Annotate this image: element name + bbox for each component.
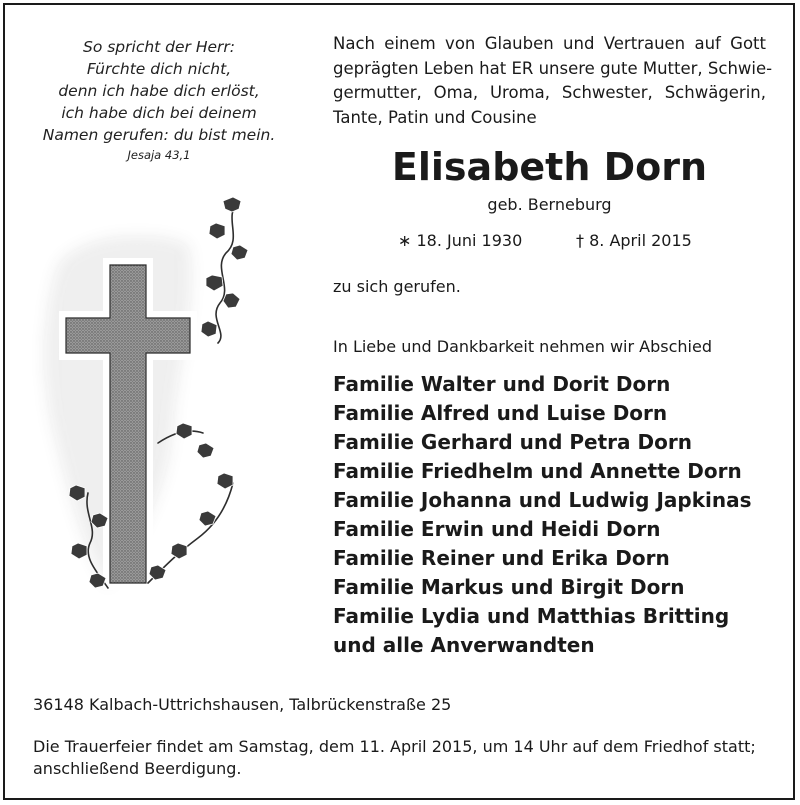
intro-line: Tante, Patin und Cousine (333, 107, 537, 127)
verse-line: denn ich habe dich erlöst, (58, 82, 260, 100)
called-home-text: zu sich gerufen. (333, 277, 461, 296)
mourner-family: Familie Johanna und Ludwig Japkinas (333, 488, 752, 512)
verse-line: ich habe dich bei deinem (61, 104, 257, 122)
life-dates (398, 231, 698, 255)
verse-reference: Jesaja 43,1 (127, 148, 191, 162)
mourner-family: Familie Reiner und Erika Dorn (333, 546, 670, 570)
verse-line: Fürchte dich nicht, (86, 60, 232, 78)
intro-line: germutter, Oma, Uroma, Schwester, Schwägerin, (333, 83, 766, 102)
intro-text (333, 32, 773, 130)
birth-date: ∗ 18. Juni 1930 (398, 231, 523, 250)
funeral-line: Die Trauerfeier findet am Samstag, dem 11. April 2015, um 14 Uhr auf dem Friedhof statt; (33, 737, 756, 756)
bible-verse (18, 36, 300, 163)
mourner-family: Familie Gerhard und Petra Dorn (333, 430, 692, 454)
mourner-family: Familie Lydia und Matthias Britting (333, 604, 730, 628)
funeral-info (33, 736, 768, 780)
death-date: † 8. April 2015 (576, 231, 692, 250)
verse-line: So spricht der Herr: (82, 38, 236, 56)
mourner-family: Familie Friedhelm und Annette Dorn (333, 459, 742, 483)
farewell-text: In Liebe und Dankbarkeit nehmen wir Abschied (333, 337, 712, 356)
intro-line: Nach einem von Glauben und Vertrauen auf Gott (333, 34, 766, 53)
other-relatives: und alle Anverwandten (333, 633, 595, 657)
cross-with-ivy-icon (28, 193, 260, 613)
maiden-name: geb. Berneburg (487, 195, 612, 214)
funeral-line: anschließend Beerdigung. (33, 759, 242, 778)
deceased-name: Elisabeth Dorn (391, 145, 708, 189)
mourner-family: Familie Walter und Dorit Dorn (333, 372, 671, 396)
family-address: 36148 Kalbach-Uttrichshausen, Talbrückenstraße 25 (33, 695, 452, 714)
intro-line: geprägten Leben hat ER unsere gute Mutter, Schwie- (333, 58, 773, 78)
verse-line: Namen gerufen: du bist mein. (42, 126, 276, 144)
mourner-family: Familie Alfred und Luise Dorn (333, 401, 668, 425)
mourners-list (333, 370, 783, 660)
mourner-family: Familie Erwin und Heidi Dorn (333, 517, 661, 541)
mourner-family: Familie Markus und Birgit Dorn (333, 575, 685, 599)
